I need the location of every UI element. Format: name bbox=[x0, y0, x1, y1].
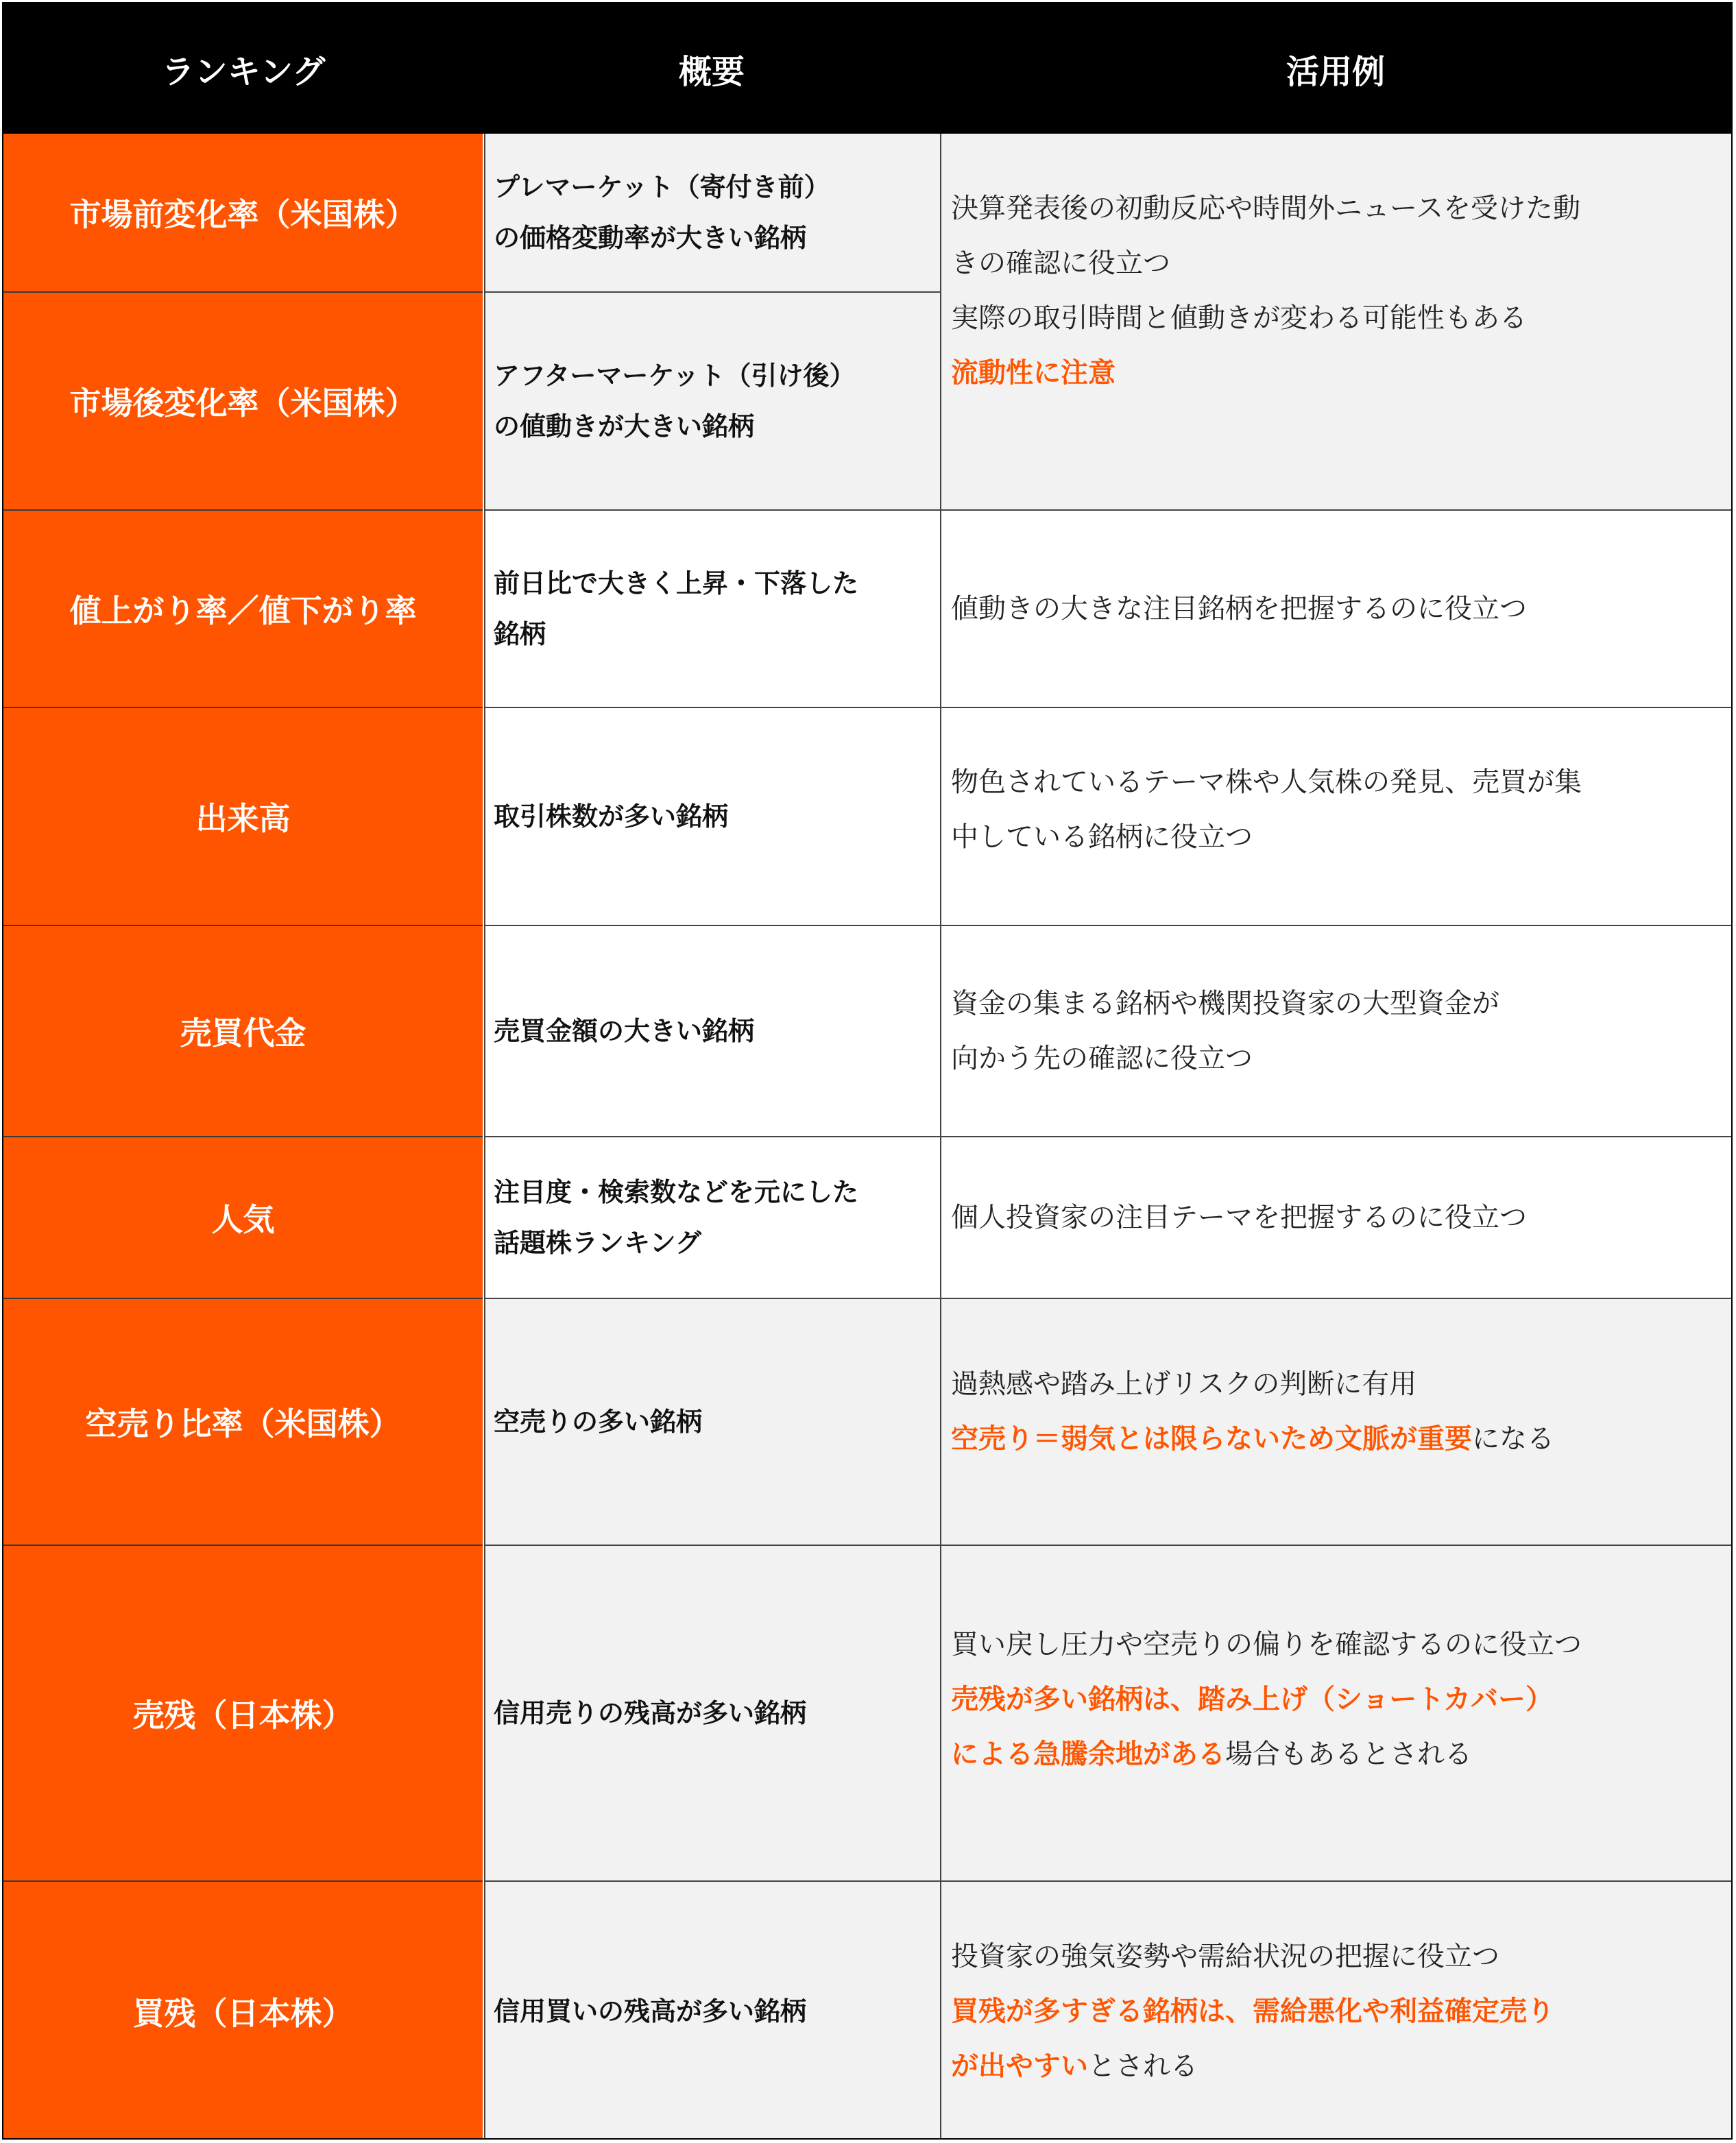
usage-highlight: 売残が多い銘柄は、踏み上げ（ショートカバー） bbox=[951, 1684, 1553, 1715]
rank-cell: 人気 bbox=[3, 1137, 483, 1299]
rank-cell: 市場前変化率（米国株） bbox=[3, 134, 483, 293]
summary-cell bbox=[484, 1299, 940, 1546]
usage-cell bbox=[940, 708, 1731, 926]
summary-line: 信用買いの残高が多い銘柄 bbox=[494, 1996, 807, 2026]
usage-line: 物色されているテーマ株や人気株の発見、売買が集 bbox=[951, 766, 1582, 798]
usage-cell bbox=[940, 1546, 1731, 1882]
summary-cell bbox=[484, 511, 940, 708]
usage-cell bbox=[940, 1299, 1731, 1546]
usage-line: 資金の集まる銘柄や機関投資家の大型資金が bbox=[951, 988, 1499, 1019]
usage-line: 買い戻し圧力や空売りの偏りを確認するのに役立つ bbox=[951, 1629, 1582, 1660]
usage-highlight: 買残が多すぎる銘柄は、需給悪化や利益確定売り bbox=[951, 1996, 1554, 2027]
usage-line: 過熱感や踏み上げリスクの判断に有用 bbox=[951, 1368, 1417, 1400]
usage-line: 中している銘柄に役立つ bbox=[951, 821, 1253, 853]
summary-cell bbox=[484, 134, 940, 293]
summary-cell bbox=[484, 1882, 940, 2140]
summary-line: 話題株ランキング bbox=[494, 1228, 701, 1258]
usage-highlight: が出やすい bbox=[951, 2050, 1088, 2082]
summary-cell bbox=[484, 926, 940, 1137]
usage-line: 向かう先の確認に役立つ bbox=[951, 1043, 1253, 1074]
summary-line: プレマーケット（寄付き前） bbox=[494, 172, 830, 202]
summary-line: 取引株数が多い銘柄 bbox=[494, 801, 729, 832]
usage-line-mixed bbox=[951, 1727, 1731, 1782]
usage-line-mixed bbox=[951, 2039, 1731, 2094]
summary-cell bbox=[484, 1546, 940, 1882]
usage-tail: 場合もあるとされる bbox=[1225, 1739, 1472, 1770]
summary-cell bbox=[484, 1137, 940, 1299]
usage-line: 値動きの大きな注目銘柄を把握するのに役立つ bbox=[951, 593, 1527, 625]
usage-line: きの確認に役立つ bbox=[951, 247, 1170, 279]
summary-line: の値動きが大きい銘柄 bbox=[494, 411, 755, 441]
summary-cell bbox=[484, 708, 940, 926]
summary-cell bbox=[484, 293, 940, 511]
rank-cell: 出来高 bbox=[3, 708, 483, 926]
summary-line: 空売りの多い銘柄 bbox=[494, 1407, 703, 1437]
usage-line: 投資家の強気姿勢や需給状況の把握に役立つ bbox=[951, 1941, 1499, 1972]
table-header bbox=[3, 3, 1731, 134]
summary-line: アフターマーケット（引け後） bbox=[494, 361, 856, 391]
usage-highlight: 空売り＝弱気とは限らないため文脈が重要 bbox=[951, 1423, 1472, 1455]
rank-cell: 売買代金 bbox=[3, 926, 483, 1137]
usage-tail: になる bbox=[1472, 1423, 1554, 1455]
usage-line: 実際の取引時間と値動きが変わる可能性もある bbox=[951, 302, 1527, 334]
rank-cell: 売残（日本株） bbox=[3, 1546, 483, 1882]
usage-line-mixed bbox=[951, 1412, 1731, 1466]
rank-cell: 空売り比率（米国株） bbox=[3, 1299, 483, 1546]
usage-cell bbox=[940, 511, 1731, 708]
usage-cell bbox=[940, 926, 1731, 1137]
rank-cell: 値上がり率／値下がり率 bbox=[3, 511, 483, 708]
ranking-table bbox=[2, 2, 1733, 2140]
usage-line: 決算発表後の初動反応や時間外ニュースを受けた動 bbox=[951, 193, 1580, 224]
usage-highlight: による急騰余地がある bbox=[951, 1739, 1225, 1770]
header-usage: 活用例 bbox=[1286, 52, 1385, 91]
summary-line: 注目度・検索数などを元にした bbox=[494, 1177, 859, 1207]
usage-tail: とされる bbox=[1088, 2050, 1198, 2082]
usage-cell bbox=[940, 1882, 1731, 2140]
usage-cell-merged bbox=[940, 134, 1731, 511]
summary-line: 信用売りの残高が多い銘柄 bbox=[494, 1698, 807, 1728]
usage-highlight: 流動性に注意 bbox=[951, 357, 1116, 389]
header-summary: 概要 bbox=[678, 52, 745, 91]
summary-line: 売買金額の大きい銘柄 bbox=[494, 1016, 755, 1046]
rank-cell: 市場後変化率（米国株） bbox=[3, 293, 483, 511]
summary-line: 前日比で大きく上昇・下落した bbox=[494, 568, 859, 598]
header-ranking: ランキング bbox=[161, 52, 326, 91]
usage-line: 個人投資家の注目テーマを把握するのに役立つ bbox=[951, 1202, 1527, 1233]
summary-line: 銘柄 bbox=[494, 619, 546, 649]
usage-cell bbox=[940, 1137, 1731, 1299]
summary-line: の価格変動率が大きい銘柄 bbox=[494, 223, 807, 253]
rank-cell: 買残（日本株） bbox=[3, 1882, 483, 2140]
